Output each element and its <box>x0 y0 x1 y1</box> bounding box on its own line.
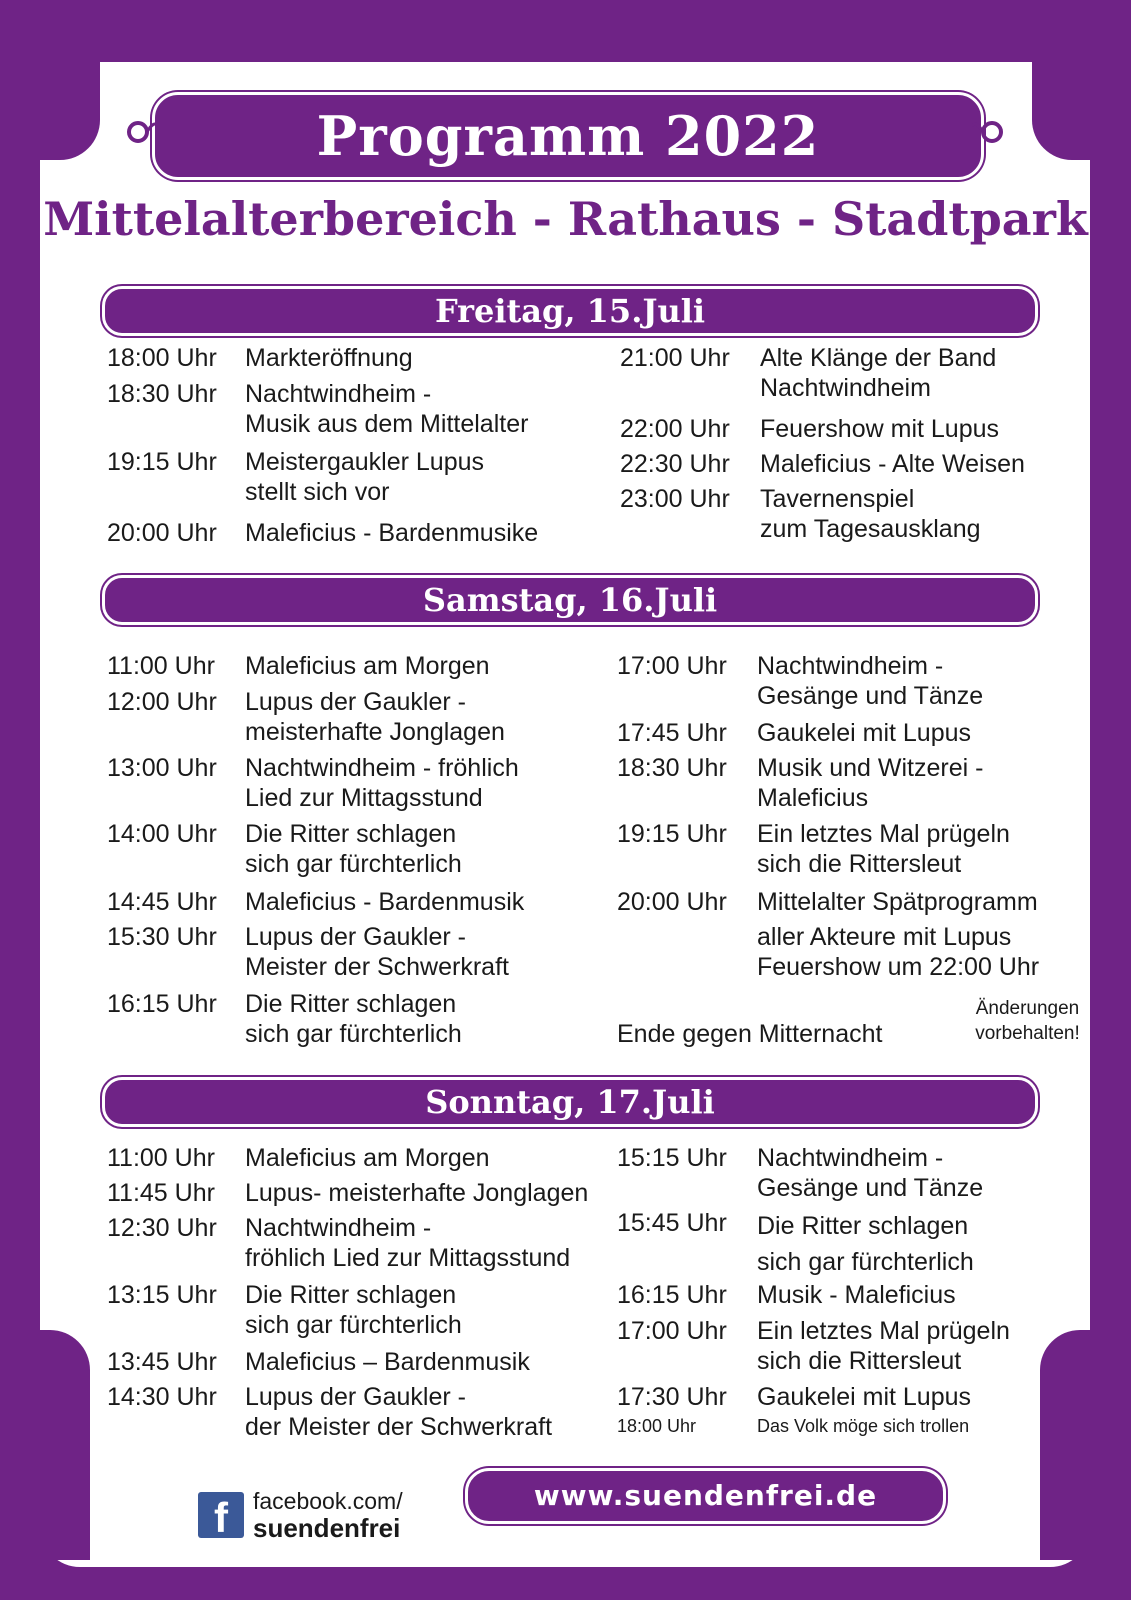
facebook-icon[interactable]: f <box>198 1492 244 1538</box>
entry-time: 11:00 Uhr <box>107 652 215 680</box>
entry-text: Gaukelei mit Lupus <box>757 1383 972 1411</box>
entry-text: Maleficius - Alte Weisen <box>760 450 1025 478</box>
entry-time: 19:15 Uhr <box>617 820 727 848</box>
entry-time: 14:30 Uhr <box>107 1383 217 1411</box>
entry-time: 22:00 Uhr <box>620 415 730 443</box>
entry-time: 17:00 Uhr <box>617 652 727 680</box>
dragon-flourish-icon <box>972 112 1012 152</box>
entry-time: 13:45 Uhr <box>107 1348 217 1376</box>
scroll-corner-bottom-left <box>40 1330 90 1560</box>
entry-text: Die Ritter schlagen sich gar fürchterlich <box>245 1281 462 1339</box>
entry-time: 16:15 Uhr <box>107 990 217 1018</box>
entry-text: Die Ritter schlagen sich gar fürchterlich <box>245 820 462 878</box>
entry-text: Das Volk möge sich trollen <box>757 1416 970 1436</box>
entry-text: Maleficius am Morgen <box>245 1144 490 1172</box>
day-banner-sunday <box>102 1077 1038 1127</box>
dragon-flourish-icon <box>118 112 158 152</box>
facebook-domain: facebook.com/ <box>253 1488 403 1514</box>
entry-time: 14:00 Uhr <box>107 820 217 848</box>
change-note: Änderungen vorbehalten! <box>975 998 1080 1044</box>
entry-text: Alte Klänge der Band Nachtwindheim <box>760 344 997 402</box>
entry-text: Nachtwindheim - Gesänge und Tänze <box>757 1144 984 1202</box>
entry-text: Nachtwindheim - fröhlich Lied zur Mittagsstund <box>245 754 519 812</box>
entry-time: 11:45 Uhr <box>107 1179 215 1207</box>
entry-time: 13:15 Uhr <box>107 1281 217 1309</box>
entry-time: 18:00 Uhr <box>107 344 217 372</box>
entry-time: 23:00 Uhr <box>620 485 730 513</box>
entry-time: 12:30 Uhr <box>107 1214 217 1242</box>
entry-text: Musik - Maleficius <box>757 1281 956 1309</box>
entry-time: 16:15 Uhr <box>617 1281 727 1309</box>
entry-text: Maleficius - Bardenmusike <box>245 519 539 547</box>
entry-text: Musik und Witzerei - Maleficius <box>757 754 984 812</box>
facebook-link[interactable] <box>253 1488 403 1542</box>
day-banner-saturday <box>102 575 1038 625</box>
entry-text: Tavernenspiel zum Tagesausklang <box>760 485 981 543</box>
entry-time: 22:30 Uhr <box>620 450 730 478</box>
entry-time: 19:15 Uhr <box>107 448 217 476</box>
facebook-handle: suendenfrei <box>253 1513 401 1543</box>
entry-text: Meistergaukler Lupus stellt sich vor <box>245 448 485 506</box>
entry-text: aller Akteure mit Lupus Feuershow um 22:00 Uhr <box>757 923 1040 981</box>
entry-time: 18:30 Uhr <box>617 754 727 782</box>
entry-text: Mittelalter Spätprogramm <box>757 888 1038 916</box>
entry-text: Nachtwindheim - fröhlich Lied zur Mittagsstund <box>245 1214 571 1272</box>
day-label: Samstag, 16.Juli <box>422 581 718 619</box>
entry-text: Maleficius - Bardenmusik <box>245 888 525 916</box>
entry-time: 13:00 Uhr <box>107 754 217 782</box>
entry-text: Ein letztes Mal prügeln sich die Rittersleut <box>757 820 1010 878</box>
entry-text: Ein letztes Mal prügeln sich die Rittersleut <box>757 1317 1010 1375</box>
page-subtitle: Mittelalterbereich - Rathaus - Stadtpark <box>43 192 1088 246</box>
day-banner-friday <box>102 286 1038 336</box>
entry-time: 15:45 Uhr <box>617 1209 727 1237</box>
page-title: Programm 2022 <box>316 104 820 168</box>
entry-text: Die Ritter schlagen sich gar fürchterlich <box>245 990 462 1048</box>
entry-time: 17:00 Uhr <box>617 1317 727 1345</box>
website-banner[interactable] <box>465 1468 946 1524</box>
entry-time: 15:15 Uhr <box>617 1144 727 1172</box>
entry-text: Ende gegen Mitternacht <box>617 1020 883 1048</box>
entry-time: 21:00 Uhr <box>620 344 730 372</box>
website-link[interactable]: www.suendenfrei.de <box>533 1479 878 1512</box>
entry-time: 17:30 Uhr <box>617 1383 727 1411</box>
day-label: Sonntag, 17.Juli <box>425 1083 715 1121</box>
entry-time: 18:30 Uhr <box>107 380 217 408</box>
entry-text: Lupus der Gaukler - der Meister der Schwerkraft <box>245 1383 553 1441</box>
entry-time: 14:45 Uhr <box>107 888 217 916</box>
entry-time: 11:00 Uhr <box>107 1144 215 1172</box>
day-label: Freitag, 15.Juli <box>434 292 706 330</box>
entry-time: 12:00 Uhr <box>107 688 217 716</box>
scroll-corner-top-right <box>1032 40 1092 160</box>
entry-time: 20:00 Uhr <box>107 519 217 547</box>
entry-text: Nachtwindheim - Musik aus dem Mittelalter <box>245 380 529 438</box>
entry-time: 15:30 Uhr <box>107 923 217 951</box>
entry-text: Lupus- meisterhafte Jonglagen <box>245 1179 589 1207</box>
entry-text: Feuershow mit Lupus <box>760 415 1000 443</box>
entry-text: Gaukelei mit Lupus <box>757 719 972 747</box>
entry-time: 17:45 Uhr <box>617 719 727 747</box>
scroll-corner-top-left <box>40 40 100 160</box>
entry-text: Nachtwindheim - Gesänge und Tänze <box>757 652 984 710</box>
entry-text: Maleficius am Morgen <box>245 652 490 680</box>
entry-text: Die Ritter schlagen sich gar fürchterlich <box>757 1212 974 1276</box>
entry-time: 18:00 Uhr <box>617 1416 697 1436</box>
entry-text: Lupus der Gaukler - Meister der Schwerkraft <box>245 923 509 981</box>
entry-text: Markteröffnung <box>245 344 413 372</box>
title-banner <box>152 92 984 180</box>
entry-time: 20:00 Uhr <box>617 888 727 916</box>
entry-text: Lupus der Gaukler - meisterhafte Jonglagen <box>245 688 505 746</box>
entry-text: Maleficius – Bardenmusik <box>245 1348 530 1376</box>
